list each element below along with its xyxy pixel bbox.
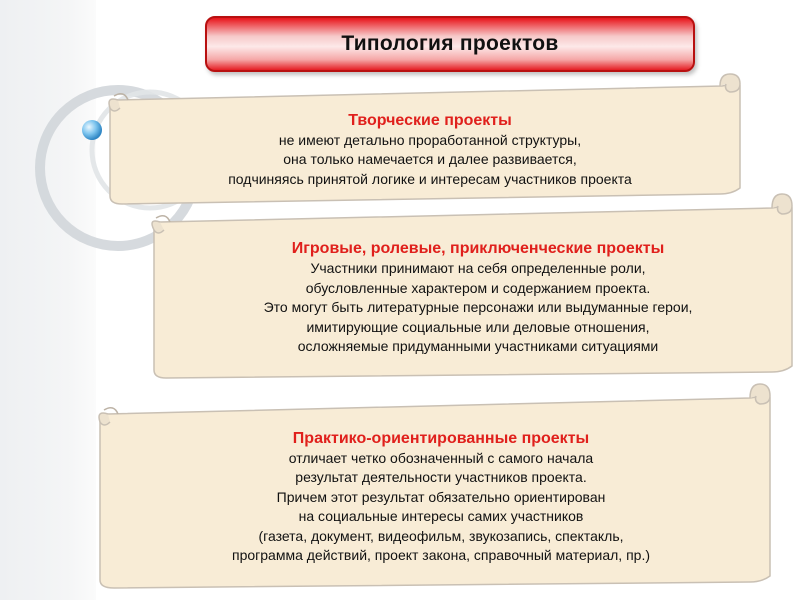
title-banner — [205, 16, 695, 72]
scroll-body — [116, 412, 766, 582]
scroll-body — [130, 102, 730, 198]
text-line: подчиняясь принятой логике и интересам участников проекта — [228, 170, 632, 187]
scroll-body — [172, 222, 784, 374]
text-line: имитирующие социальные или деловые отношения, — [306, 318, 650, 335]
text-line: (газета, документ, видеофильм, звукозапись, спектакль, — [258, 527, 624, 544]
page-title: Типология проектов — [341, 32, 559, 55]
text-line: Участники принимают на себя определенные роли, — [310, 260, 646, 277]
text-line: программа действий, проект закона, справочный материал, пр.) — [231, 547, 650, 563]
text-line: осложняемые придуманными участниками ситуациями — [297, 338, 659, 355]
section-heading: Игровые, ролевые, приключенческие проекты — [291, 240, 665, 258]
scroll-creative-projects — [100, 72, 750, 204]
scroll-game-projects — [142, 192, 800, 380]
text-line: не имеют детально проработанной структуры, — [278, 131, 582, 148]
blue-bead-icon — [82, 120, 102, 140]
text-line: Причем этот результат обязательно ориентирован — [276, 488, 606, 505]
text-line: она только намечается и далее развивается, — [283, 151, 577, 168]
text-line: Это могут быть литературные персонажи или выдуманные герои, — [263, 299, 693, 316]
text-line: результат деятельности участников проекта. — [295, 469, 587, 485]
text-line: отличает четко обозначенный с самого начала — [288, 449, 594, 466]
section-heading: Практико-ориентированные проекты — [292, 429, 590, 447]
scroll-practice-projects — [92, 382, 780, 590]
text-line: обусловленные характером и содержанием проекта. — [305, 279, 651, 296]
section-heading: Творческие проекты — [348, 111, 512, 129]
text-line: на социальные интересы самих участников — [298, 508, 584, 524]
